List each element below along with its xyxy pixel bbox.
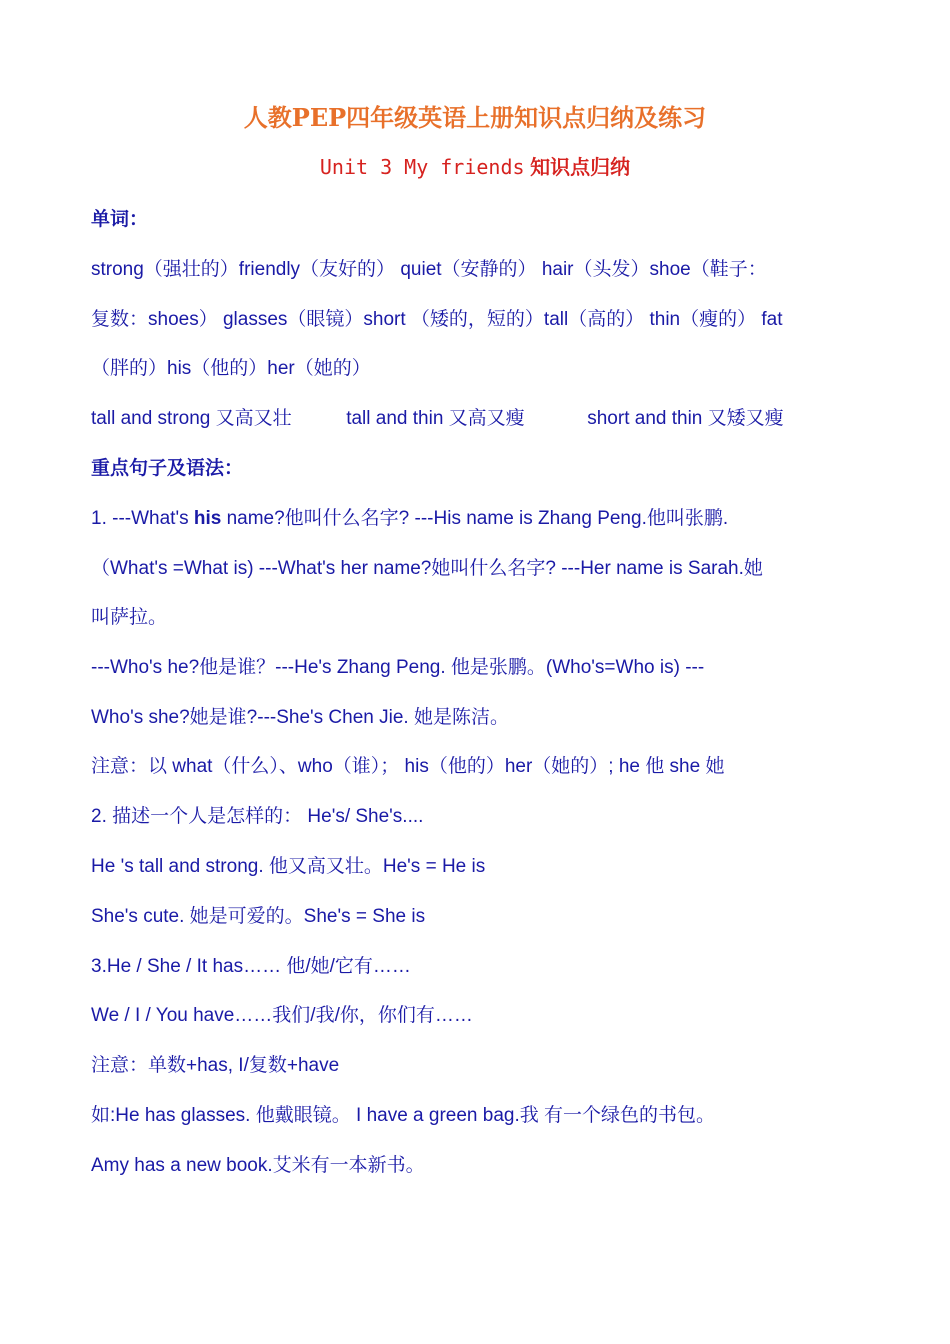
text-line-3: ---Who's he?他是谁？---He's Zhang Peng. 他是张鹏。(Who's=Who is) --- — [91, 657, 705, 678]
vocab-heading: 单词： — [91, 209, 149, 230]
vocab-line-2: 复数：shoes） glasses（眼镜）short （矮的，短的）tall（高的） thin（瘦的） fat — [91, 309, 783, 330]
text-line-8: She's cute. 她是可爱的。She's = She is — [91, 906, 426, 927]
sentence-1-pre: 1. ---What's — [91, 508, 194, 529]
text-line-6: 2. 描述一个人是怎样的： He's/ She's.... — [91, 806, 424, 827]
text-line-10: We / I / You have……我们/我/你，你们有…… — [91, 1005, 473, 1026]
text-line-13: Amy has a new book.艾米有一本新书。 — [91, 1155, 425, 1176]
text-line-4: Who's she?她是谁?---She's Chen Jie. 她是陈洁。 — [91, 707, 509, 728]
document-subtitle — [0, 151, 950, 180]
text-line-5: 注意：以 what（什么）、who（谁）； his（他的）her（她的）; he 他 she 她 — [91, 756, 725, 777]
sentence-1 — [91, 503, 728, 530]
vocab-line-3: （胖的）his（他的）her（她的） — [91, 358, 371, 379]
text-line-9: 3.He / She / It has…… 他/她/它有…… — [91, 956, 411, 977]
phrase-3: short and thin 又矮又瘦 — [587, 408, 784, 429]
text-line-2: 叫萨拉。 — [91, 607, 168, 628]
subtitle-zh: 知识点归纳 — [530, 157, 631, 179]
sentence-1-post: name?他叫什么名字? ---His name is Zhang Peng.他叫张鹏. — [221, 508, 729, 529]
phrase-1: tall and strong 又高又壮 — [91, 408, 292, 429]
text-line-12: 如:He has glasses. 他戴眼镜。 I have a green bag.我 有一个绿色的书包。 — [91, 1105, 716, 1126]
subtitle-unit: Unit 3 My friends — [319, 155, 525, 179]
phrase-2: tall and thin 又高又瘦 — [346, 408, 525, 429]
grammar-heading: 重点句子及语法： — [91, 458, 244, 479]
sentence-1-bold: his — [193, 508, 222, 529]
text-line-7: He 's tall and strong. 他又高又壮。He's = He is — [91, 856, 486, 877]
text-line-1: （What's =What is) ---What's her name?她叫什么名字? ---Her name is Sarah.她 — [91, 558, 763, 579]
vocab-line-1: strong（强壮的）friendly（友好的） quiet（安静的） hair（头发）shoe（鞋子： — [91, 259, 767, 280]
document-title: 人教PEP四年级英语上册知识点归纳及练习 — [243, 103, 707, 132]
text-line-11: 注意：单数+has, I/复数+have — [91, 1055, 340, 1076]
phrase-row — [91, 403, 784, 430]
